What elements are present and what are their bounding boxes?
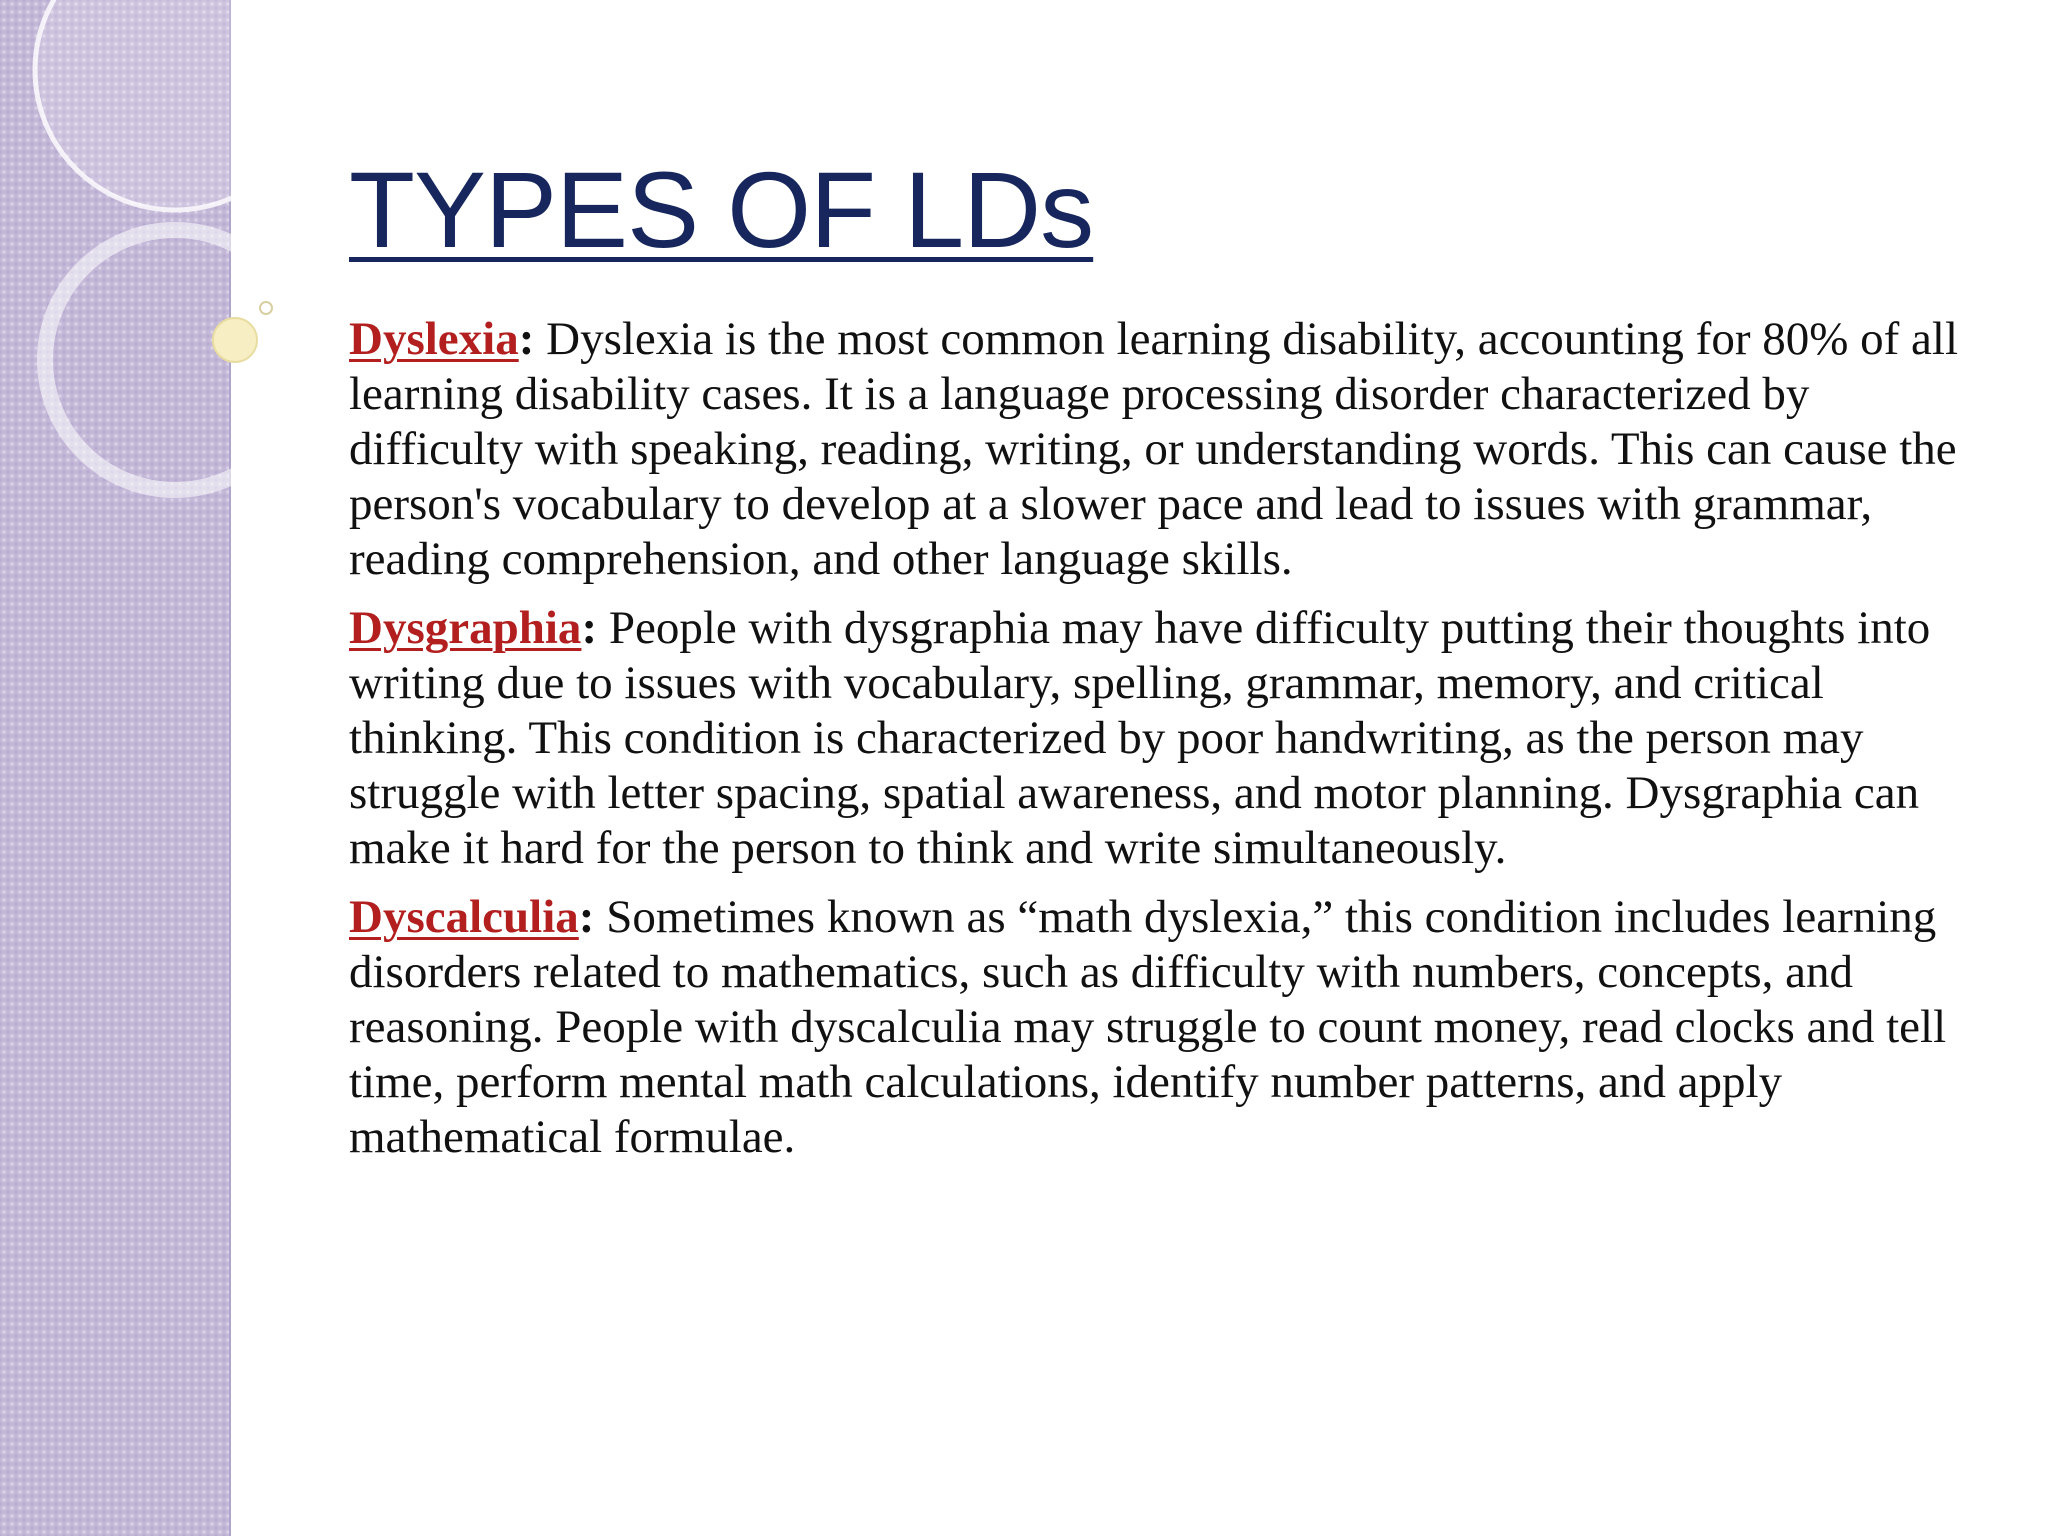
term-separator: : (581, 602, 598, 654)
medium-circle-ring (45, 230, 305, 490)
slide-title: TYPES OF LDs (349, 149, 1094, 270)
slide-content (349, 150, 1969, 1179)
decorative-circles (0, 0, 360, 520)
term-dyslexia: Dyslexia (349, 313, 519, 365)
term-dyscalculia: Dyscalculia (349, 891, 579, 943)
definition-dysgraphia: People with dysgraphia may have difficulty putting their thoughts into writing due to issues with vocabulary, spelling, grammar, memory, and critical thinking. This condition is characterized by poor handwriting, as the person may struggle with letter spacing, spatial awareness, and motor planning. Dysgraphia can make it hard for the person to think and write simultaneously. (349, 602, 1931, 874)
large-circle-ring (35, 0, 315, 210)
small-dot (260, 302, 272, 314)
term-dysgraphia: Dysgraphia (349, 602, 582, 654)
paragraph-dysgraphia (349, 601, 1969, 876)
body-text (349, 312, 1969, 1165)
definition-dyslexia: Dyslexia is the most common learning disability, accounting for 80% of all learning disability cases. It is a language processing disorder characterized by difficulty with speaking, reading, writing, or understanding words. This can cause the person's vocabulary to develop at a slower pace and lead to issues with grammar, reading comprehension, and other language skills. (349, 313, 1959, 585)
definition-dyscalculia: Sometimes known as “math dyslexia,” this condition includes learning disorders related to mathematics, such as difficulty with numbers, concepts, and reasoning. People with dyscalculia may struggle to count money, read clocks and tell time, perform mental math calculations, identify number patterns, and apply mathematical formulae. (349, 891, 1947, 1163)
paragraph-dyslexia (349, 312, 1969, 587)
yellow-dot (213, 318, 257, 362)
term-separator: : (518, 313, 535, 365)
term-separator: : (578, 891, 595, 943)
paragraph-dyscalculia (349, 890, 1969, 1165)
